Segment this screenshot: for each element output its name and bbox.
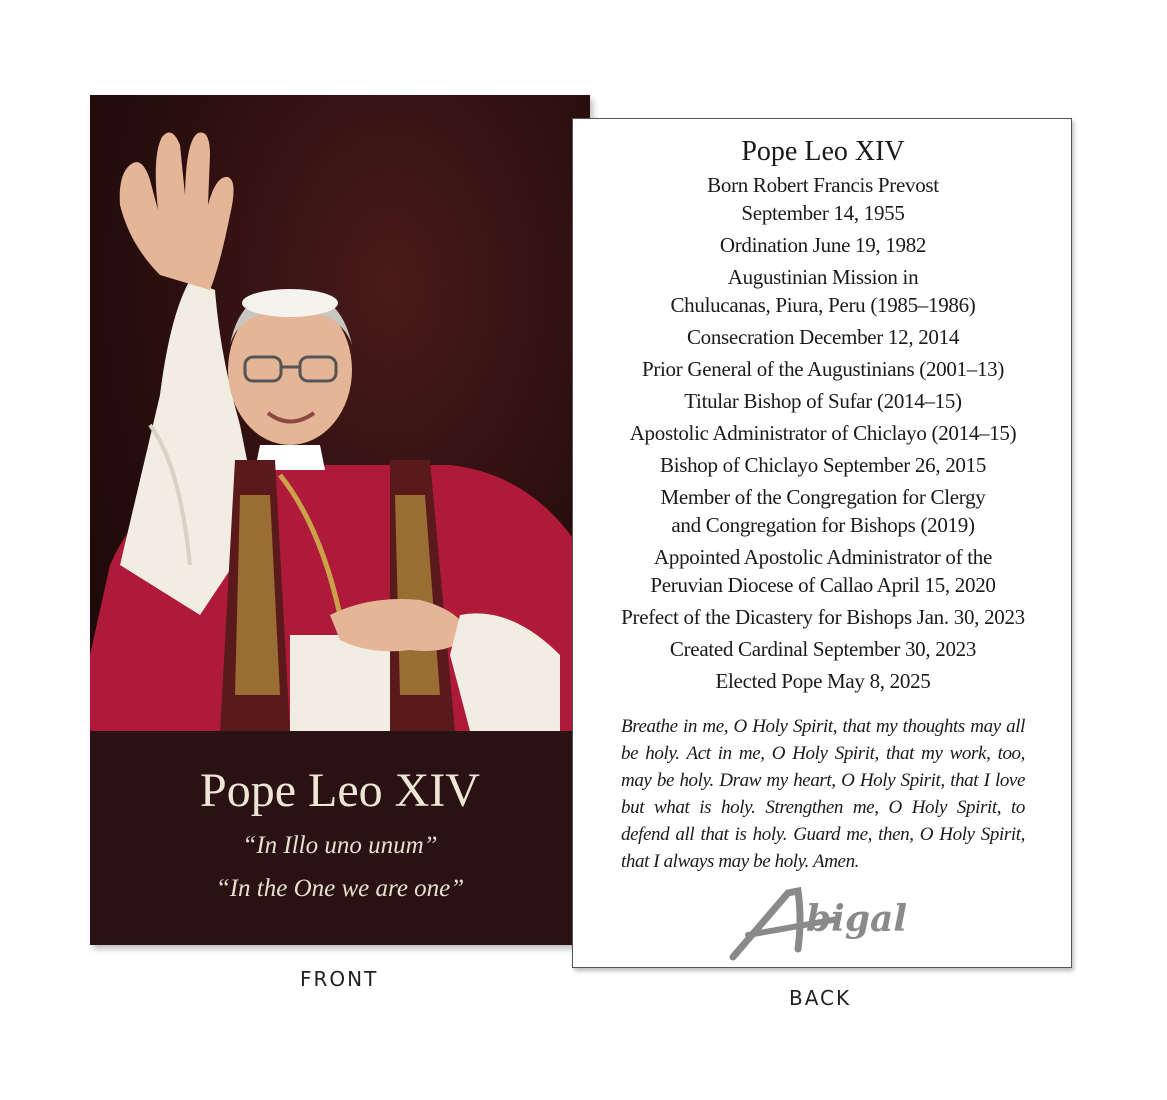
- front-name-block: [90, 731, 590, 945]
- bio-item: Apostolic Administrator of Chiclayo (2014–15): [629, 421, 1017, 445]
- bio-item: Member of the Congregation for Clergy and Congregation for Bishops (2019): [660, 485, 986, 537]
- prayer-text: Breathe in me, O Holy Spirit, that my thoughts may all be holy. Act in me, O Holy Spirit, that my work, too, may be holy. Draw my heart, O Holy Spirit, that I love but what is holy. Strengthen me, O Holy Spirit, to defend all that is holy. Guard me, then, O Holy Spirit, that I always may be holy. Amen.: [621, 716, 1025, 872]
- logo-wordmark: bigal: [806, 898, 908, 940]
- front-caption: FRONT: [300, 967, 379, 991]
- abigal-logo: [728, 879, 918, 963]
- bio-item: Augustinian Mission in Chulucanas, Piura, Peru (1985–1986): [670, 265, 976, 317]
- back-card: [572, 118, 1072, 968]
- bio-item: Elected Pope May 8, 2025: [715, 669, 931, 693]
- pope-photo: [90, 95, 590, 731]
- bio-item: Prefect of the Dicastery for Bishops Jan. 30, 2023: [621, 605, 1025, 629]
- motto-latin: “In Illo uno unum”: [242, 832, 438, 859]
- biography-list: [573, 171, 1073, 699]
- bio-item: Appointed Apostolic Administrator of the Peruvian Diocese of Callao April 15, 2020: [650, 545, 996, 597]
- back-title: Pope Leo XIV: [741, 136, 905, 167]
- front-title: Pope Leo XIV: [200, 764, 480, 817]
- bio-item: Born Robert Francis Prevost September 14, 1955: [707, 173, 939, 225]
- pope-portrait-image: [90, 95, 590, 731]
- motto-english: “In the One we are one”: [215, 875, 465, 902]
- front-card: [90, 95, 590, 945]
- bio-item: Bishop of Chiclayo September 26, 2015: [659, 453, 987, 477]
- back-caption: BACK: [789, 986, 852, 1010]
- bio-item: Ordination June 19, 1982: [719, 233, 927, 257]
- bio-item: Created Cardinal September 30, 2023: [669, 637, 977, 661]
- bio-item: Titular Bishop of Sufar (2014–15): [684, 389, 962, 413]
- bio-item: Consecration December 12, 2014: [686, 325, 960, 349]
- bio-item: Prior General of the Augustinians (2001–13): [641, 357, 1005, 381]
